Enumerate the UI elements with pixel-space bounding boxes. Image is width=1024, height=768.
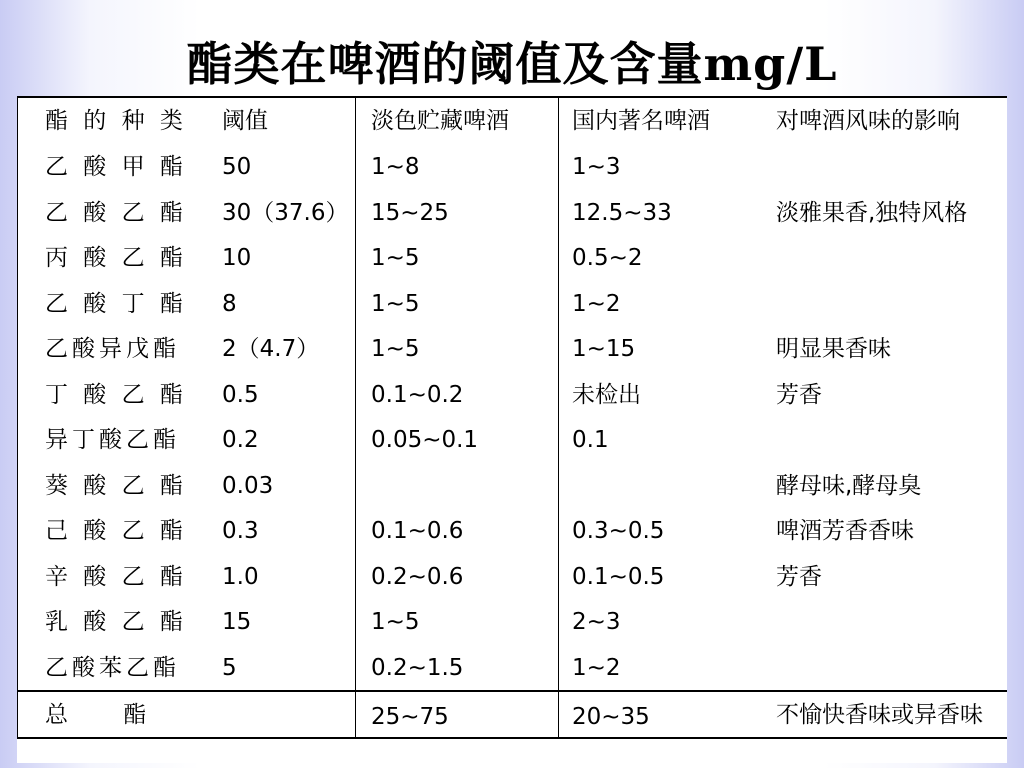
ester-name: 葵 酸 乙 酯 (45, 473, 187, 499)
total-domestic-value: 20~35 (572, 704, 650, 730)
header-ester-type: 酯 的 种 类 (45, 108, 187, 134)
domestic-content: 1~2 (572, 291, 621, 317)
domestic-content: 0.1 (572, 427, 609, 453)
header-domestic-beer: 国内著名啤酒 (572, 108, 710, 134)
lager-content: 0.2~1.5 (371, 655, 464, 681)
domestic-content: 未检出 (572, 382, 641, 408)
header-flavor-effect: 对啤酒风味的影响 (776, 108, 960, 134)
header-threshold: 阈值 (222, 108, 268, 134)
table-top-rule (17, 96, 1007, 98)
total-flavor-effect: 不愉快香味或异香味 (776, 702, 983, 728)
ester-name: 乙 酸 甲 酯 (45, 154, 187, 180)
flavor-effect: 淡雅果香,独特风格 (776, 200, 968, 226)
domestic-content: 0.5~2 (572, 245, 643, 271)
ester-name: 丁 酸 乙 酯 (45, 382, 187, 408)
flavor-effect: 明显果香味 (776, 336, 891, 362)
threshold-value: 2（4.7） (222, 336, 320, 362)
threshold-value: 5 (222, 655, 237, 681)
table-left-rule (17, 96, 18, 739)
header-lager-beer: 淡色贮藏啤酒 (371, 108, 509, 134)
flavor-effect: 芳香 (776, 564, 822, 590)
column-divider (355, 96, 356, 739)
lager-content: 0.05~0.1 (371, 427, 479, 453)
domestic-content: 1~15 (572, 336, 636, 362)
flavor-effect: 啤酒芳香香味 (776, 518, 914, 544)
ester-name: 辛 酸 乙 酯 (45, 564, 187, 590)
threshold-value: 15 (222, 609, 252, 635)
domestic-content: 1~3 (572, 154, 621, 180)
total-lager-value: 25~75 (371, 704, 449, 730)
column-divider (558, 96, 559, 739)
domestic-content: 0.1~0.5 (572, 564, 665, 590)
total-label: 总 酯 (45, 702, 147, 728)
domestic-content: 12.5~33 (572, 200, 672, 226)
domestic-content: 2~3 (572, 609, 621, 635)
flavor-effect: 酵母味,酵母臭 (776, 473, 922, 499)
lager-content: 15~25 (371, 200, 449, 226)
threshold-value: 10 (222, 245, 252, 271)
ester-name: 乙 酸 乙 酯 (45, 200, 187, 226)
table-bottom-rule (17, 737, 1007, 739)
ester-name: 乙酸苯乙酯 (45, 655, 180, 681)
ester-name: 丙 酸 乙 酯 (45, 245, 187, 271)
threshold-value: 50 (222, 154, 252, 180)
threshold-value: 8 (222, 291, 237, 317)
ester-name: 乙 酸 丁 酯 (45, 291, 187, 317)
threshold-value: 0.5 (222, 382, 259, 408)
lager-content: 0.1~0.2 (371, 382, 464, 408)
flavor-effect: 芳香 (776, 382, 822, 408)
lager-content: 0.1~0.6 (371, 518, 464, 544)
lager-content: 1~8 (371, 154, 420, 180)
lager-content: 1~5 (371, 291, 420, 317)
lager-content: 1~5 (371, 336, 420, 362)
threshold-value: 0.03 (222, 473, 274, 499)
ester-name: 异丁酸乙酯 (45, 427, 180, 453)
lager-content: 1~5 (371, 245, 420, 271)
ester-name: 乳 酸 乙 酯 (45, 609, 187, 635)
page-title: 酯类在啤酒的阈值及含量mg/L (186, 37, 838, 91)
lager-content: 1~5 (371, 609, 420, 635)
domestic-content: 0.3~0.5 (572, 518, 665, 544)
threshold-value: 30（37.6） (222, 200, 349, 226)
domestic-content: 1~2 (572, 655, 621, 681)
lager-content: 0.2~0.6 (371, 564, 464, 590)
threshold-value: 1.0 (222, 564, 259, 590)
table-total-rule (17, 690, 1007, 692)
ester-name: 乙酸异戊酯 (45, 336, 180, 362)
threshold-value: 0.3 (222, 518, 259, 544)
threshold-value: 0.2 (222, 427, 259, 453)
ester-name: 己 酸 乙 酯 (45, 518, 187, 544)
